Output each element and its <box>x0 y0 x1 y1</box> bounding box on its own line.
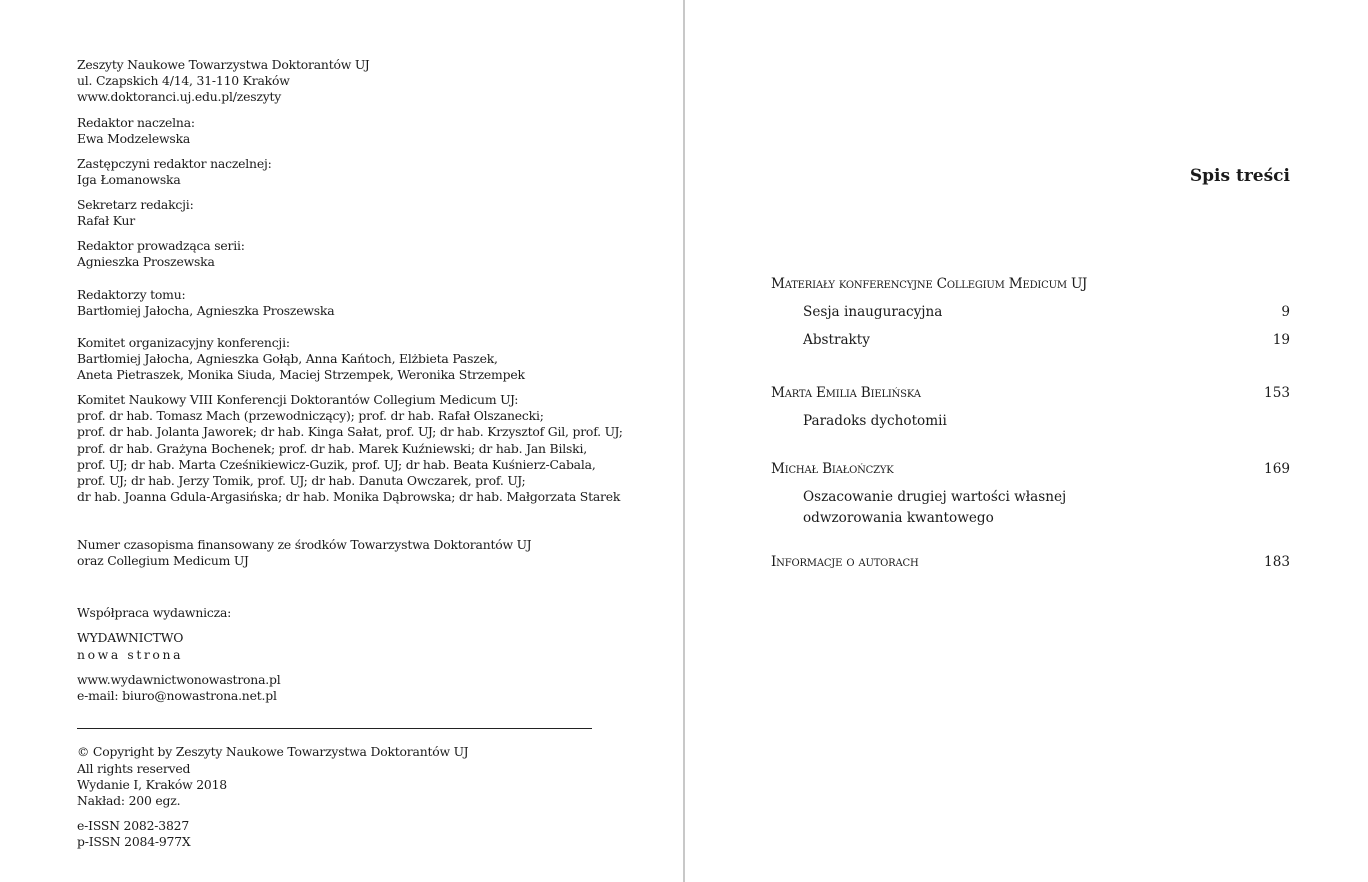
toc-entry <box>803 330 1290 350</box>
scientific-committee-line: prof. UJ; dr hab. Marta Cześnikiewicz-Guzik, prof. UJ; dr hab. Beata Kuśnierz-Cabala, <box>77 457 596 472</box>
toc-info-entry <box>771 552 1290 572</box>
organizing-committee-line: Bartłomiej Jałocha, Agnieszka Gołąb, Anna Kańtoch, Elżbieta Paszek, <box>77 351 498 366</box>
journal-name: Zeszyty Naukowe Towarzystwa Doktorantów UJ <box>77 57 370 72</box>
rights-line: All rights reserved <box>77 761 191 776</box>
scientific-committee-line: prof. UJ; dr hab. Jerzy Tomik, prof. UJ; dr hab. Danuta Owczarek, prof. UJ; <box>77 473 526 488</box>
publishing-cooperation-label: Współpraca wydawnicza: <box>77 605 232 620</box>
toc-entry-label: Abstrakty <box>803 332 870 348</box>
toc-article-title-continued <box>803 508 1290 528</box>
toc-article-title <box>803 411 1290 431</box>
scientific-committee-label: Komitet Naukowy VIII Konferencji Doktorantów Collegium Medicum UJ: <box>77 392 519 407</box>
e-issn: e-ISSN 2082-3827 <box>77 818 190 833</box>
series-editor-label: Redaktor prowadząca serii: <box>77 238 245 253</box>
toc-author-name: Michał Białończyk <box>771 461 894 477</box>
toc-article-label: Oszacowanie drugiej wartości własnej <box>803 489 1067 505</box>
toc-author-name: Marta Emilia Bielińska <box>771 385 921 401</box>
volume-editors-label: Redaktorzy tomu: <box>77 287 186 302</box>
p-issn: p-ISSN 2084-977X <box>77 834 191 849</box>
toc-article-label: Paradoks dychotomii <box>803 413 947 429</box>
toc-entry-page: 169 <box>1264 461 1290 477</box>
toc-article-label: odwzorowania kwantowego <box>803 510 994 526</box>
toc-article-title <box>803 487 1290 507</box>
secretary-label: Sekretarz redakcji: <box>77 197 194 212</box>
toc-entry-page: 9 <box>1281 304 1290 320</box>
funding-note: Numer czasopisma finansowany ze środków Towarzystwa Doktorantów UJ <box>77 537 532 552</box>
scientific-committee-line: prof. dr hab. Grażyna Bochenek; prof. dr hab. Marek Kuźniewski; dr hab. Jan Bilski, <box>77 441 587 456</box>
journal-website: www.doktoranci.uj.edu.pl/zeszyty <box>77 89 282 104</box>
scientific-committee-line: prof. dr hab. Jolanta Jaworek; dr hab. Kinga Sałat, prof. UJ; dr hab. Krzysztof Gil, prof. UJ; <box>77 424 623 439</box>
horizontal-rule <box>77 728 592 729</box>
toc-section-heading <box>771 274 1290 294</box>
toc-info-label: Informacje o autorach <box>771 554 919 570</box>
left-page <box>0 0 683 882</box>
organizing-committee-label: Komitet organizacyjny konferencji: <box>77 335 290 350</box>
toc-author-entry <box>771 383 1290 403</box>
publisher-email: e-mail: biuro@nowastrona.net.pl <box>77 688 277 703</box>
organizing-committee-line: Aneta Pietraszek, Monika Siuda, Maciej Strzempek, Weronika Strzempek <box>77 367 525 382</box>
volume-editors-names: Bartłomiej Jałocha, Agnieszka Proszewska <box>77 303 335 318</box>
toc-entry <box>803 302 1290 322</box>
deputy-editor-name: Iga Łomanowska <box>77 172 181 187</box>
deputy-editor-label: Zastępczyni redaktor naczelnej: <box>77 156 272 171</box>
toc-entry-page: 19 <box>1272 332 1290 348</box>
funding-note: oraz Collegium Medicum UJ <box>77 553 249 568</box>
toc-title: Spis treści <box>1189 166 1290 186</box>
right-page <box>685 0 1368 882</box>
toc-entry-page: 153 <box>1264 385 1290 401</box>
toc-section-label: Materiały konferencyjne Collegium Medicum UJ <box>771 276 1088 292</box>
series-editor-name: Agnieszka Proszewska <box>77 254 215 269</box>
toc-entry-label: Sesja inauguracyjna <box>803 304 943 320</box>
edition-line: Wydanie I, Kraków 2018 <box>77 777 227 792</box>
editor-in-chief-label: Redaktor naczelna: <box>77 115 195 130</box>
copyright-line: © Copyright by Zeszyty Naukowe Towarzystwa Doktorantów UJ <box>77 744 469 759</box>
publisher-website: www.wydawnictwonowastrona.pl <box>77 672 281 687</box>
journal-address: ul. Czapskich 4/14, 31-110 Kraków <box>77 73 290 88</box>
scientific-committee-line: dr hab. Joanna Gdula-Argasińska; dr hab. Monika Dąbrowska; dr hab. Małgorzata Starek <box>77 489 621 504</box>
print-run-line: Nakład: 200 egz. <box>77 793 181 808</box>
toc-entry-page: 183 <box>1264 554 1290 570</box>
publisher-logo-text: nowa strona <box>77 647 184 662</box>
secretary-name: Rafał Kur <box>77 213 136 228</box>
toc-author-entry <box>771 459 1290 479</box>
scientific-committee-line: prof. dr hab. Tomasz Mach (przewodniczący); prof. dr hab. Rafał Olszanecki; <box>77 408 544 423</box>
publisher-name: WYDAWNICTWO <box>77 630 184 645</box>
editor-in-chief-name: Ewa Modzelewska <box>77 131 191 146</box>
